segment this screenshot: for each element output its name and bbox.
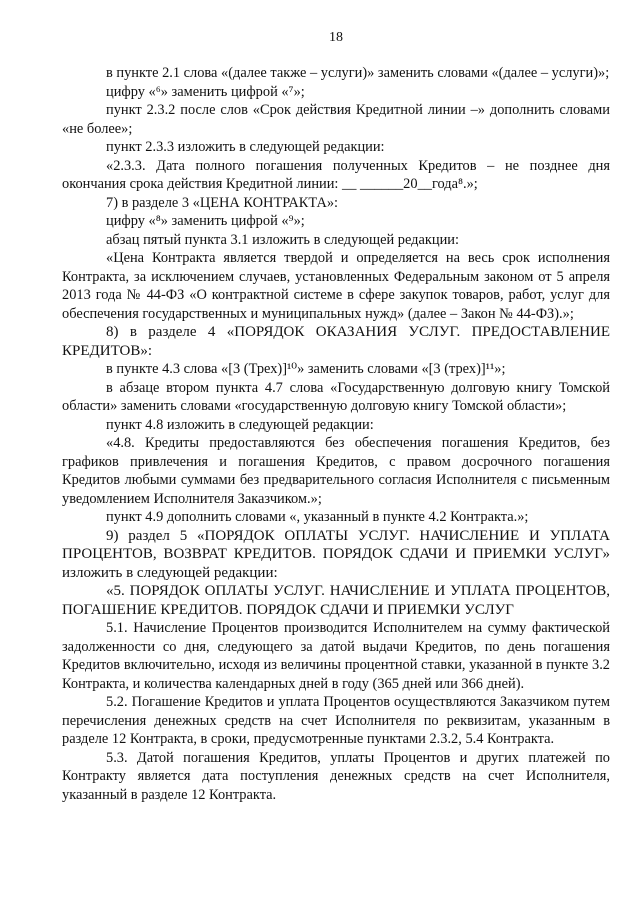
- document-body: [62, 64, 610, 804]
- paragraph: «4.8. Кредиты предоставляются без обеспечения погашения Кредитов, без графиков привлечения и погашения Кредитов, с правом досрочного погашения Кредитов любыми суммами без предварительного согласия Исполнителя с письменным уведомлением Исполнителя Заказчиком.»;: [62, 435, 610, 507]
- section-heading: «5. ПОРЯДОК ОПЛАТЫ УСЛУГ. НАЧИСЛЕНИЕ И УПЛАТА ПРОЦЕНТОВ, ПОГАШЕНИЕ КРЕДИТОВ. ПОРЯДОК СДАЧИ И ПРИЕМКИ УСЛУГ: [62, 583, 610, 618]
- paragraph: абзац пятый пункта 3.1 изложить в следующей редакции:: [106, 231, 459, 248]
- paragraph: «Цена Контракта является твердой и определяется на весь срок исполнения Контракта, за исключением случаев, установленных Федеральным законом от 5 апреля 2013 года № 44-ФЗ «О контрактной системе в сфере закупок товаров, работ, услуг для обеспечения государственных и муниципальных нужд» (далее – Закон № 44-ФЗ).»;: [62, 250, 610, 322]
- paragraph: пункт 4.9 дополнить словами «, указанный в пункте 4.2 Контракта.»;: [106, 509, 529, 525]
- paragraph: пункт 2.3.2 после слов «Срок действия Кредитной линии –» дополнить словами «не более»;: [62, 102, 610, 137]
- paragraph: 7) в разделе 3 «ЦЕНА КОНТРАКТА»:: [106, 194, 339, 211]
- paragraph: цифру «⁸» заменить цифрой «⁹»;: [106, 213, 305, 229]
- paragraph: цифру «⁶» заменить цифрой «⁷»;: [106, 83, 305, 100]
- paragraph: в пункте 4.3 слова «[3 (Трех)]¹⁰» заменить словами «[3 (трех)]¹¹»;: [106, 361, 506, 377]
- paragraph: 9) раздел 5 «ПОРЯДОК ОПЛАТЫ УСЛУГ. НАЧИСЛЕНИЕ И УПЛАТА ПРОЦЕНТОВ, ВОЗВРАТ КРЕДИТОВ. ПОРЯДОК СДАЧИ И ПРИЕМКИ УСЛУГ» изложить в следующей редакции:: [62, 527, 610, 581]
- paragraph: 5.2. Погашение Кредитов и уплата Процентов осуществляются Заказчиком путем перечисления денежных средств на счет Исполнителя по реквизитам, указанным в разделе 12 Контракта, в сроки, предусмотренные пунктами 2.3.2, 5.4 Контракта.: [62, 694, 610, 747]
- paragraph: пункт 2.3.3 изложить в следующей редакции:: [106, 139, 385, 155]
- page-number: 18: [329, 30, 343, 45]
- paragraph: 5.3. Датой погашения Кредитов, уплаты Процентов и других платежей по Контракту является дата поступления денежных средств на счет Исполнителя, указанный в разделе 12 Контракта.: [62, 749, 610, 803]
- paragraph: в абзаце втором пункта 4.7 слова «Государственную долговую книгу Томской области» заменить словами «государственную долговую книгу Томской области»;: [62, 379, 610, 414]
- paragraph: в пункте 2.1 слова «(далее также – услуги)» заменить словами «(далее – услуги)»;: [106, 65, 610, 81]
- paragraph: «2.3.3. Дата полного погашения полученных Кредитов – не позднее дня окончания срока действия Кредитной линии: __ ______20__года⁸.»;: [62, 157, 610, 192]
- paragraph: 8) в разделе 4 «ПОРЯДОК ОКАЗАНИЯ УСЛУГ. ПРЕДОСТАВЛЕНИЕ КРЕДИТОВ»:: [62, 324, 610, 359]
- paragraph: 5.1. Начисление Процентов производится Исполнителем на сумму фактической задолженности со дня, следующего за датой выдачи Кредитов, по день погашения Кредитов включительно, исходя из величины процентной ставки, указанной в пункте 3.2 Контракта, и количества календарных дней в году (365 дней или 366 дней).: [62, 620, 610, 692]
- paragraph: пункт 4.8 изложить в следующей редакции:: [106, 416, 374, 433]
